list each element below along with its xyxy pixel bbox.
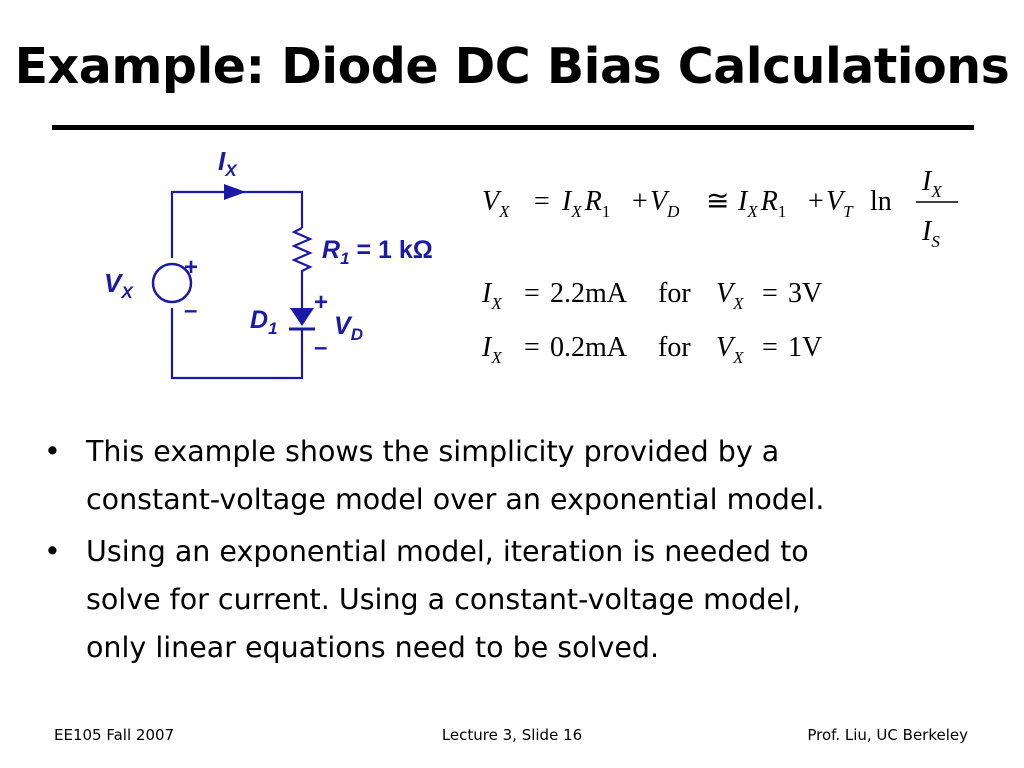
title-underline — [52, 125, 974, 130]
bullet-marker: • — [44, 535, 61, 568]
svg-text:IXR1: $I_X$ $R_1$ — [738, 186, 787, 221]
current-arrow-icon — [224, 184, 246, 200]
svg-text:IXR1: $I_X$ $R_1$ — [562, 186, 611, 221]
resistor-zigzag — [294, 228, 310, 308]
svg-text:1V: 1V — [788, 332, 823, 363]
bullet-text-line: only linear equations need to be solved. — [86, 631, 660, 664]
source-label: $V_X$ — [104, 268, 133, 302]
svg-text:IX: $I_X$ — [922, 166, 942, 201]
bullet-marker: • — [44, 435, 61, 468]
bullet-text-line: Using an exponential model, iteration is needed to — [86, 535, 809, 568]
bullet-text-line: solve for current. Using a constant-voltage model, — [86, 583, 801, 616]
svg-text:VX: $V_X$ — [716, 332, 744, 367]
svg-text:IS: $I_S$ — [922, 216, 940, 251]
circuit-wire — [172, 192, 302, 258]
diode-voltage-label: $V_D$ — [334, 312, 363, 344]
bullet-item — [44, 428, 974, 524]
slide-title: Example: Diode DC Bias Calculations — [14, 38, 1010, 95]
svg-text:=: = — [534, 186, 550, 217]
svg-text:VX: $V_X$ — [482, 186, 510, 221]
current-label: $I_X$ — [218, 146, 237, 180]
svg-text:=: = — [524, 332, 540, 363]
svg-text:2.2mA: 2.2mA — [550, 278, 627, 309]
bullet-text-line: constant-voltage model over an exponential model. — [86, 483, 825, 516]
diode-plus-sign: + — [314, 289, 329, 316]
svg-text:VD: $V_D$ — [650, 186, 680, 221]
diode-label: $D_1$ — [250, 306, 278, 338]
svg-text:ln: ln — [870, 186, 892, 217]
bullet-item — [44, 528, 974, 672]
bullet-list — [44, 428, 974, 676]
equation-line-1 — [482, 166, 958, 251]
svg-text:3V: 3V — [788, 278, 823, 309]
svg-text:VX: $V_X$ — [716, 278, 744, 313]
diode-minus-sign: – — [314, 334, 328, 361]
circuit-diagram — [100, 140, 480, 390]
svg-text:+: + — [808, 186, 824, 217]
svg-text:IX: $I_X$ — [482, 332, 502, 367]
svg-text:for: for — [658, 332, 691, 363]
footer-course: EE105 Fall 2007 — [54, 726, 175, 744]
svg-text:0.2mA: 0.2mA — [550, 332, 627, 363]
svg-text:=: = — [762, 278, 778, 309]
source-minus-sign: – — [184, 297, 198, 324]
footer-author: Prof. Liu, UC Berkeley — [807, 726, 968, 744]
footer-slide-number: Lecture 3, Slide 16 — [441, 726, 583, 744]
svg-text:=: = — [524, 278, 540, 309]
resistor-label: $R_1 = 1$ kΩ — [322, 236, 433, 268]
svg-text:for: for — [658, 278, 691, 309]
equations-block — [470, 150, 990, 380]
svg-text:IX: $I_X$ — [482, 278, 502, 313]
diode-symbol-icon — [290, 308, 314, 326]
svg-text:≅: ≅ — [706, 186, 730, 217]
svg-text:+: + — [632, 186, 648, 217]
svg-text:=: = — [762, 332, 778, 363]
svg-text:VT: $V_T$ — [826, 186, 853, 221]
source-plus-sign: + — [184, 254, 199, 281]
bullet-text-line: This example shows the simplicity provided by a — [86, 435, 780, 468]
equation-line-3 — [481, 332, 822, 367]
equation-line-2 — [481, 278, 822, 313]
